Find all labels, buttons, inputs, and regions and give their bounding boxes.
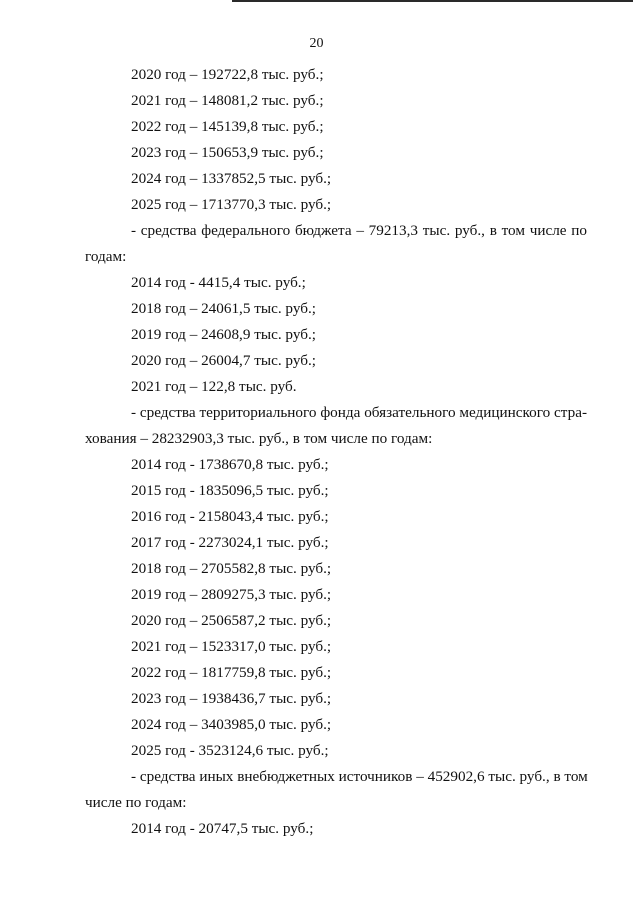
budget-year-line: 2023 год – 1938436,7 тыс. руб.; [131,690,332,707]
budget-year-line: 2025 год - 3523124,6 тыс. руб.; [131,742,329,759]
budget-year-line: 2020 год – 2506587,2 тыс. руб.; [131,612,332,629]
budget-year-line: 2014 год - 20747,5 тыс. руб.; [131,820,314,837]
budget-year-line: 2025 год – 1713770,3 тыс. руб.; [131,196,332,213]
funding-source-paragraph-continuation: хования – 28232903,3 тыс. руб., в том числе по годам: [85,430,433,447]
budget-year-line: 2014 год - 1738670,8 тыс. руб.; [131,456,329,473]
budget-year-line: 2021 год – 148081,2 тыс. руб.; [131,92,324,109]
page-number: 20 [309,36,324,51]
budget-year-line: 2021 год – 1523317,0 тыс. руб.; [131,638,332,655]
budget-year-line: 2019 год – 2809275,3 тыс. руб.; [131,586,332,603]
funding-source-paragraph: - средства иных внебюджетных источников – 452902,6 тыс. руб., в том [131,768,588,785]
budget-year-line: 2019 год – 24608,9 тыс. руб.; [131,326,316,343]
budget-year-line: 2020 год – 192722,8 тыс. руб.; [131,66,324,83]
budget-year-line: 2024 год – 1337852,5 тыс. руб.; [131,170,332,187]
funding-source-paragraph-continuation: числе по годам: [85,794,187,811]
budget-year-line: 2016 год - 2158043,4 тыс. руб.; [131,508,329,525]
budget-year-line: 2015 год - 1835096,5 тыс. руб.; [131,482,329,499]
budget-year-line: 2022 год – 145139,8 тыс. руб.; [131,118,324,135]
funding-source-paragraph: - средства территориального фонда обязательного медицинского стра- [131,404,587,421]
funding-source-paragraph: - средства федерального бюджета – 79213,3 тыс. руб., в том числе по [131,222,587,239]
funding-source-paragraph-continuation: годам: [85,248,127,265]
page-top-edge [232,0,633,2]
budget-year-line: 2018 год – 2705582,8 тыс. руб.; [131,560,332,577]
budget-year-line: 2014 год - 4415,4 тыс. руб.; [131,274,306,291]
budget-year-line: 2017 год - 2273024,1 тыс. руб.; [131,534,329,551]
budget-year-line: 2018 год – 24061,5 тыс. руб.; [131,300,316,317]
budget-year-line: 2020 год – 26004,7 тыс. руб.; [131,352,316,369]
budget-year-line: 2023 год – 150653,9 тыс. руб.; [131,144,324,161]
budget-year-line: 2022 год – 1817759,8 тыс. руб.; [131,664,332,681]
budget-year-line: 2024 год – 3403985,0 тыс. руб.; [131,716,332,733]
budget-year-line: 2021 год – 122,8 тыс. руб. [131,378,297,395]
